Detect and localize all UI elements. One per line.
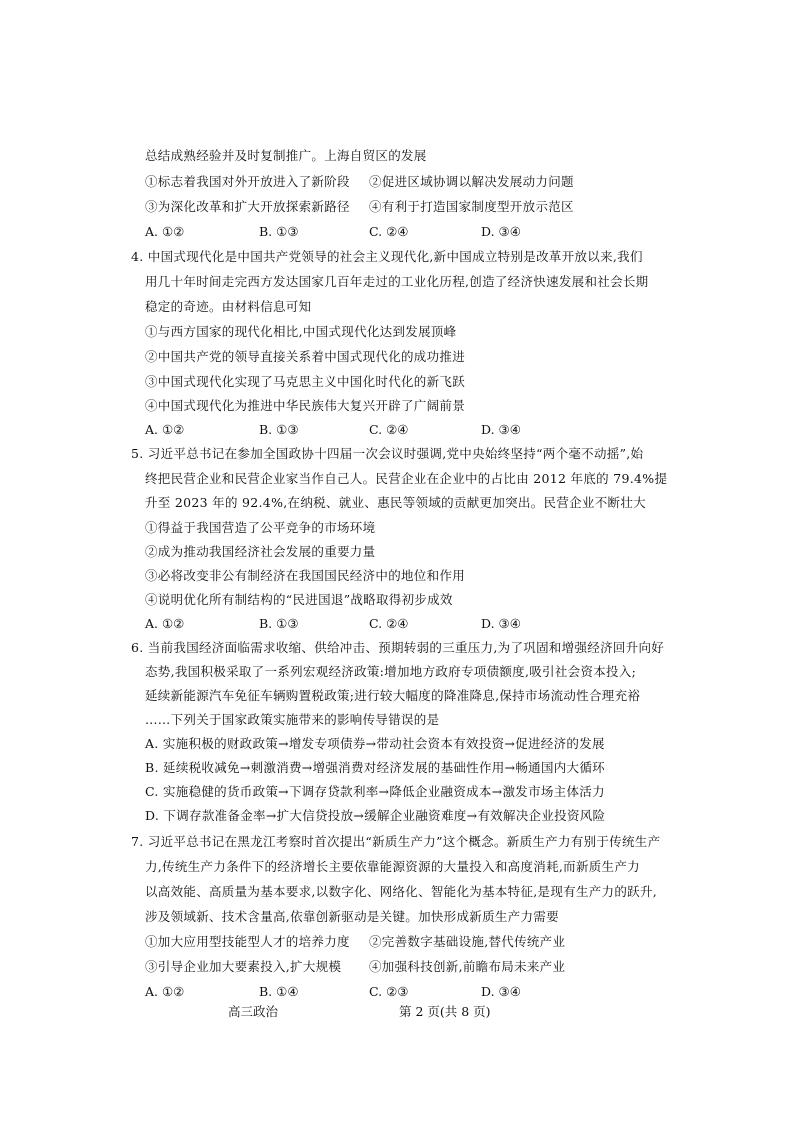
q4-item-2: ②中国共产党的领导直接关系着中国式现代化的成功推进 xyxy=(145,349,466,364)
q5-stem-line: 升至 2023 年的 92.4%,在纳税、就业、惠民等领域的贡献更加突出。民营企业不断壮大 xyxy=(145,495,646,510)
q6-stem-line: 延续新能源汽车免征车辆购置税政策;进行较大幅度的降准降息,保持市场流动性合理充裕 xyxy=(145,688,641,703)
q5-item-3: ③必将改变非公有制经济在我国国民经济中的地位和作用 xyxy=(145,568,466,583)
q4-option-a: A. ①② xyxy=(145,422,185,437)
q5-item-1: ①得益于我国营造了公平竞争的市场环境 xyxy=(145,520,376,535)
q6-stem-line: 6. 当前我国经济面临需求收缩、供给冲击、预期转弱的三重压力,为了巩固和增强经济回升向好 xyxy=(131,640,665,655)
q7-option-b: B. ①④ xyxy=(259,984,299,999)
q5-item-2: ②成为推动我国经济社会发展的重要力量 xyxy=(145,544,376,559)
q4-stem-line: 稳定的奇迹。由材料信息可知 xyxy=(145,299,312,314)
q3-item-2: ②促进区域协调以解决发展动力问题 xyxy=(369,174,574,189)
q7-stem-line: 以高效能、高质量为基本要求,以数字化、网络化、智能化为基本特征,是现有生产力的跃升, xyxy=(145,884,658,899)
q7-stem-line: 涉及领域新、技术含量高,依靠创新驱动是关键。加快形成新质生产力需要 xyxy=(145,909,559,924)
q6-choice-d: D. 下调存款准备金率→扩大信贷投放→缓解企业融资难度→有效解决企业投资风险 xyxy=(145,808,606,823)
q7-option-a: A. ①② xyxy=(145,984,185,999)
q4-option-d: D. ③④ xyxy=(481,422,521,437)
footer-subject: 高三政治 xyxy=(228,1004,279,1019)
q3-option-b: B. ①③ xyxy=(259,224,299,239)
q6-choice-a: A. 实施积极的财政政策→增发专项债券→带动社会资本有效投资→促进经济的发展 xyxy=(145,736,605,751)
footer-page-number: 第 2 页(共 8 页) xyxy=(399,1004,491,1019)
q4-stem-line: 用几十年时间走完西方发达国家几百年走过的工业化历程,创造了经济快速发展和社会长期 xyxy=(145,274,649,289)
q4-option-c: C. ②④ xyxy=(369,422,409,437)
q7-stem-line: 力,传统生产力条件下的经济增长主要依靠能源资源的大量投入和高度消耗,而新质生产力 xyxy=(145,859,640,874)
q5-option-c: C. ②④ xyxy=(369,616,409,631)
q5-option-b: B. ①③ xyxy=(259,616,299,631)
q4-item-4: ④中国式现代化为推进中华民族伟大复兴开辟了广阔前景 xyxy=(145,398,466,413)
q6-stem-line: 态势,我国积极采取了一系列宏观经济政策:增加地方政府专项债额度,吸引社会资本投入; xyxy=(145,664,637,679)
q6-choice-b: B. 延续税收减免→刺激消费→增强消费对经济发展的基础性作用→畅通国内大循环 xyxy=(145,760,605,775)
q4-item-1: ①与西方国家的现代化相比,中国式现代化达到发展顶峰 xyxy=(145,324,457,339)
q7-item-4: ④加强科技创新,前瞻布局未来产业 xyxy=(369,959,566,974)
q7-item-3: ③引导企业加大要素投入,扩大规模 xyxy=(145,959,342,974)
q3-stem: 总结成熟经验并及时复制推广。上海自贸区的发展 xyxy=(145,148,427,163)
q7-option-d: D. ③④ xyxy=(481,984,521,999)
q3-option-a: A. ①② xyxy=(145,224,185,239)
q5-stem-line: 5. 习近平总书记在参加全国政协十四届一次会议时强调,党中央始终坚持“两个毫不动摇”,始 xyxy=(131,446,644,461)
q6-stem-line: ……下列关于国家政策实施带来的影响传导错误的是 xyxy=(145,712,440,727)
q5-stem-line: 终把民营企业和民营企业家当作自己人。民营企业在企业中的占比由 2012 年底的 79.4%提 xyxy=(145,471,668,486)
q3-item-4: ④有利于打造国家制度型开放示范区 xyxy=(369,199,574,214)
q7-item-2: ②完善数字基础设施,替代传统产业 xyxy=(369,934,566,949)
q4-item-3: ③中国式现代化实现了马克思主义中国化时代化的新飞跃 xyxy=(145,374,466,389)
q4-stem-line: 4. 中国式现代化是中国共产党领导的社会主义现代化,新中国成立特别是改革开放以来,我们 xyxy=(131,249,643,264)
q4-option-b: B. ①③ xyxy=(259,422,299,437)
q6-choice-c: C. 实施稳健的货币政策→下调存贷款利率→降低企业融资成本→激发市场主体活力 xyxy=(145,784,605,799)
q3-option-c: C. ②④ xyxy=(369,224,409,239)
q3-item-1: ①标志着我国对外开放进入了新阶段 xyxy=(145,174,350,189)
q5-option-a: A. ①② xyxy=(145,616,185,631)
q7-stem-line: 7. 习近平总书记在黑龙江考察时首次提出“新质生产力”这个概念。新质生产力有别于传统生产 xyxy=(131,834,661,849)
q3-item-3: ③为深化改革和扩大开放探索新路径 xyxy=(145,199,350,214)
q5-option-d: D. ③④ xyxy=(481,616,521,631)
q3-option-d: D. ③④ xyxy=(481,224,521,239)
q7-option-c: C. ②③ xyxy=(369,984,409,999)
q7-item-1: ①加大应用型技能型人才的培养力度 xyxy=(145,934,350,949)
q5-item-4: ④说明优化所有制结构的“民进国退”战略取得初步成效 xyxy=(145,592,453,607)
